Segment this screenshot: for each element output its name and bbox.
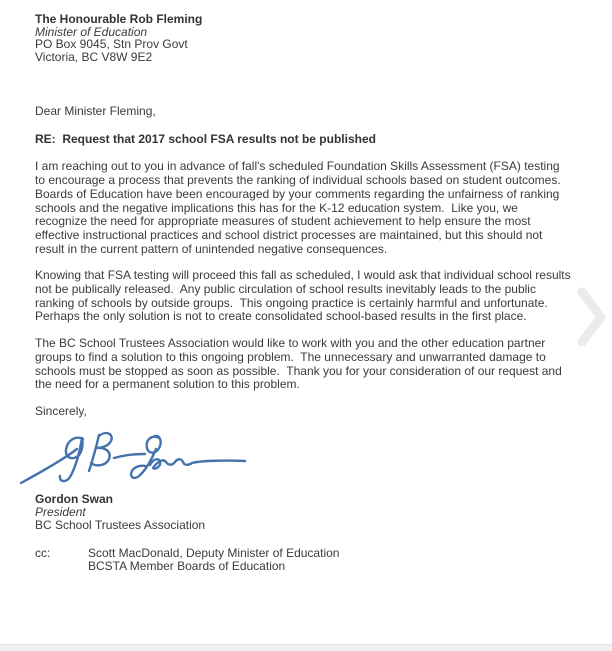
- recipient-title: Minister of Education: [35, 24, 148, 39]
- signature-stroke-b: [89, 433, 112, 471]
- signature-stroke-wan: [150, 459, 245, 468]
- recipient-address-line2: Victoria, BC V8W 9E2: [35, 49, 153, 64]
- recipient-address-line1: PO Box 9045, Stn Prov Govt: [35, 37, 188, 51]
- salutation: Dear Minister Fleming,: [35, 104, 156, 118]
- letter-body: [35, 13, 572, 574]
- cc-block: [35, 547, 572, 574]
- signer-name: Gordon Swan: [35, 491, 113, 506]
- letter-paragraph-2: Knowing that FSA testing will proceed this fall as scheduled, I would ask that individual school results not be publically released. Any public circulation of school results inevitably leads to the public ranking of schools by outside groups. This ongoing practice is certainly harmful and unfortunate. Perhaps the only solution is not to create consolidated school-based results in the first place.: [35, 268, 574, 324]
- recipient-address-block: [35, 13, 572, 63]
- cc-label: cc:: [35, 545, 51, 560]
- recipient-name: The Honourable Rob Fleming: [35, 12, 203, 26]
- signature-stroke-s: [131, 436, 161, 478]
- cc-entry-1: Scott MacDonald, Deputy Minister of Education: [88, 545, 340, 560]
- cc-entry-2: BCSTA Member Boards of Education: [88, 559, 286, 574]
- bottom-strip: [0, 644, 612, 651]
- handwritten-signature: [19, 425, 251, 487]
- signer-block: [35, 493, 572, 532]
- signer-title: President: [35, 504, 86, 519]
- cc-entries: [88, 547, 339, 574]
- subject-line: RE: Request that 2017 school FSA results not be published: [35, 131, 376, 146]
- signature-stroke-connector: [114, 454, 145, 458]
- closing: Sincerely,: [35, 403, 87, 418]
- chevron-right-icon: [577, 286, 607, 348]
- letter-paragraph-3: The BC School Trustees Association would like to work with you and the other education partner groups to find a solution to this ongoing problem. The unnecessary and unwarranted damage to schools must be stopped as soon as possible. Thank you for your consideration of our request and the need for a permanent solution to this problem.: [35, 336, 566, 392]
- letter-paragraph-1: I am reaching out to you in advance of fall's scheduled Foundation Skills Assessment (FSA) testing to encourage a process that prevents the ranking of individual schools based on student outcomes. Boards of Education have been encouraged by your comments regarding the unfairness of ranking schools and the negative implications this has for the K-12 education system. Like you, we recognize the need for appropriate measures of student achievement to help ensure the most effective instructional practices and school district processes are maintained, but this should not result in the current pattern of unintended negative consequences.: [35, 159, 568, 256]
- signer-organization: BC School Trustees Association: [35, 517, 206, 532]
- next-page-button[interactable]: [577, 286, 607, 348]
